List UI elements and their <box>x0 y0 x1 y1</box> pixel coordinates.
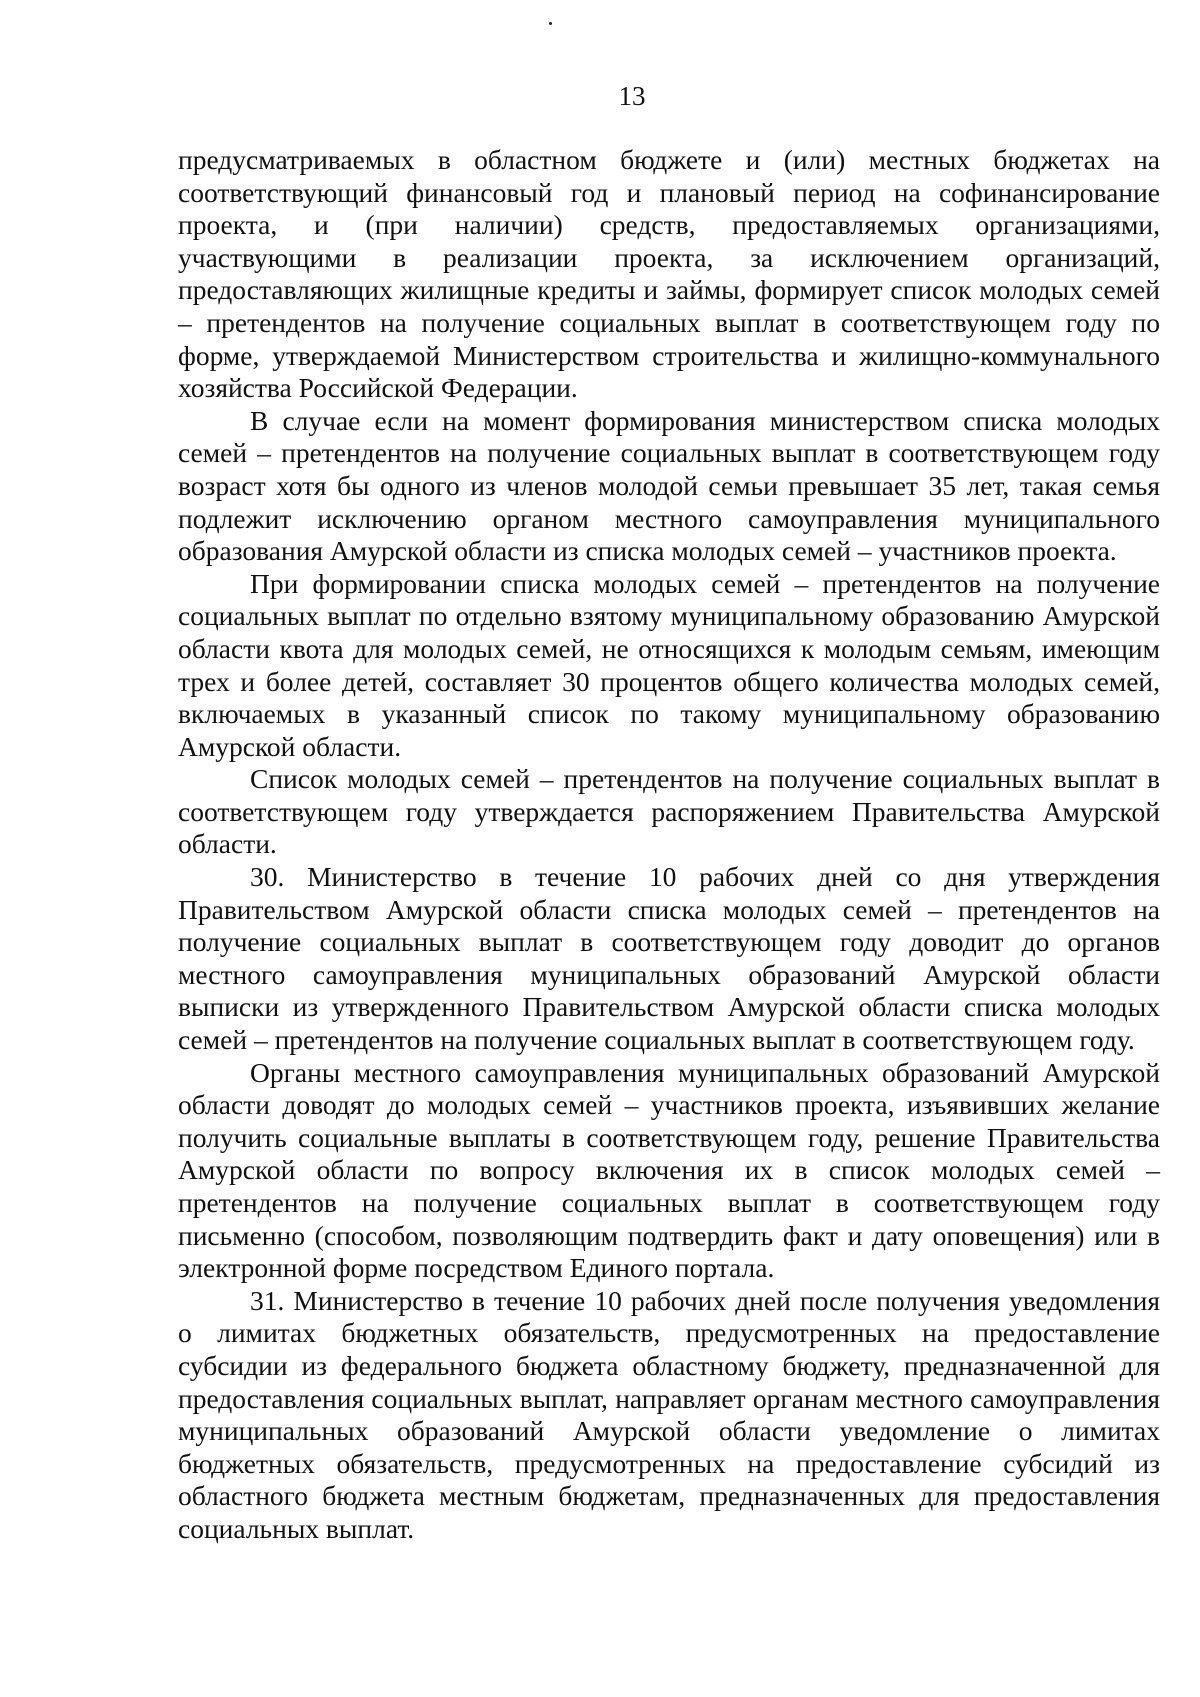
paragraph-1: предусматриваемых в областном бюджете и (или) местных бюджетах на соответствующий финансовый год и плановый период на софинансирование проекта, и (при наличии) средств, предоставляемых организациями, участвующими в реализации проекта, за исключением организаций, предоставляющих жилищные кредиты и займы, формирует список молодых семей – претендентов на получение социальных выплат в соответствующем году по форме, утверждаемой Министерством строительства и жилищно-коммунального хозяйства Российской Федерации. <box>178 144 1160 404</box>
page-number: 13 <box>618 81 646 111</box>
paragraph-6: Органы местного самоуправления муниципальных образований Амурской области доводят до молодых семей – участников проекта, изъявивших желание получить социальные выплаты в соответствующем году, решение Правительства Амурской области по вопросу включения их в список молодых семей – претендентов на получение социальных выплат в соответствующем году письменно (способом, позволяющим подтвердить факт и дату оповещения) или в электронной форме посредством Единого портала. <box>178 1056 1160 1284</box>
paragraph-7-item-31: 31. Министерство в течение 10 рабочих дней после получения уведомления о лимитах бюджетных обязательств, предусмотренных на предоставление субсидии из федерального бюджета областному бюджету, предназначенной для предоставления социальных выплат, направляет органам местного самоуправления муниципальных образований Амурской области уведомление о лимитах бюджетных обязательств, предусмотренных на предоставление субсидий из областного бюджета местным бюджетам, предназначенных для предоставления социальных выплат. <box>178 1284 1160 1544</box>
paragraph-2: В случае если на момент формирования министерством списка молодых семей – претендентов на получение социальных выплат в соответствующем году возраст хотя бы одного из членов молодой семьи превышает 35 лет, такая семья подлежит исключению органом местного самоуправления муниципального образования Амурской области из списка молодых семей – участников проекта. <box>178 404 1160 567</box>
scan-speck <box>549 22 552 25</box>
document-body <box>178 144 1160 1546</box>
paragraph-5-item-30: 30. Министерство в течение 10 рабочих дней со дня утверждения Правительством Амурской области списка молодых семей – претендентов на получение социальных выплат в соответствующем году доводит до органов местного самоуправления муниципальных образований Амурской области выписки из утвержденного Правительством Амурской области списка молодых семей – претендентов на получение социальных выплат в соответствующем году. <box>178 861 1160 1056</box>
paragraph-4: Список молодых семей – претендентов на получение социальных выплат в соответствующем году утверждается распоряжением Правительства Амурской области. <box>178 763 1160 860</box>
paragraph-3: При формировании списка молодых семей – претендентов на получение социальных выплат по отдельно взятому муниципальному образованию Амурской области квота для молодых семей, не относящихся к молодым семьям, имеющим трех и более детей, составляет 30 процентов общего количества молодых семей, включаемых в указанный список по такому муниципальному образованию Амурской области. <box>178 567 1160 762</box>
